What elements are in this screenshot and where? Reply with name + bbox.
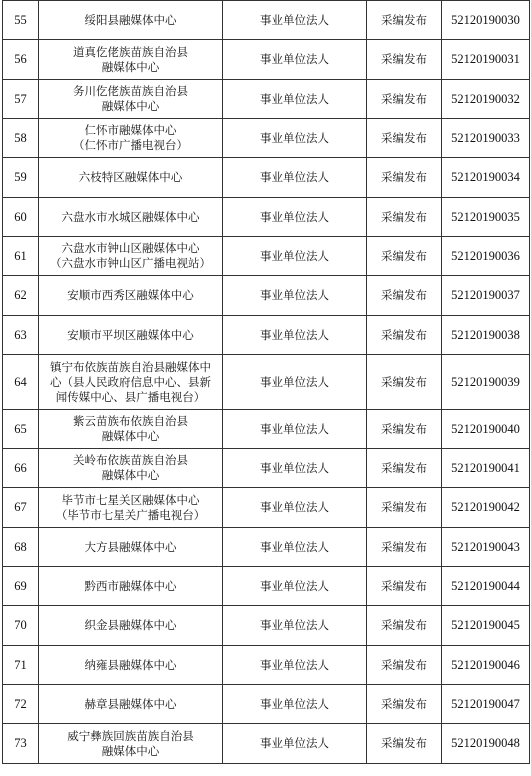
- unit-type: 事业单位法人: [223, 606, 367, 646]
- unit-name-line: 务川仡佬族苗族自治县: [73, 84, 188, 98]
- unit-name-line: 融媒体中心: [101, 429, 160, 443]
- service-type: 采编发布: [367, 1, 442, 40]
- unit-name: [39, 724, 223, 764]
- unit-name-line: 镇宁布依族苗族自治县融媒体中: [50, 359, 211, 374]
- row-number: 70: [3, 606, 39, 646]
- license-code: 52120190035: [442, 198, 530, 237]
- registry-table-body: [3, 1, 530, 764]
- license-code: 52120190032: [442, 80, 530, 119]
- row-number: 60: [3, 198, 39, 237]
- table-row: [3, 410, 530, 449]
- service-type: 采编发布: [367, 158, 442, 198]
- row-number: 66: [3, 449, 39, 488]
- row-number: 55: [3, 1, 39, 40]
- service-type: 采编发布: [367, 449, 442, 488]
- row-number: 58: [3, 119, 39, 158]
- registry-table: [2, 0, 530, 764]
- service-type: 采编发布: [367, 567, 442, 606]
- unit-name: [39, 355, 223, 410]
- unit-name: [39, 198, 223, 237]
- unit-type: 事业单位法人: [223, 40, 367, 80]
- unit-name-line: 融媒体中心: [101, 99, 160, 113]
- unit-name: [39, 646, 223, 685]
- unit-name: [39, 158, 223, 198]
- table-row: [3, 724, 530, 764]
- unit-name-line: （仁怀市广播电视台）: [73, 138, 188, 152]
- table-row: [3, 685, 530, 724]
- service-type: 采编发布: [367, 646, 442, 685]
- unit-name-line: 大方县融媒体中心: [84, 539, 177, 554]
- service-type: 采编发布: [367, 488, 442, 528]
- service-type: 采编发布: [367, 40, 442, 80]
- service-type: 采编发布: [367, 355, 442, 410]
- row-number: 73: [3, 724, 39, 764]
- license-code: 52120190046: [442, 646, 530, 685]
- row-number: 64: [3, 355, 39, 410]
- unit-name-line: 安顺市西秀区融媒体中心: [67, 288, 194, 302]
- table-row: [3, 119, 530, 158]
- license-code: 52120190037: [442, 276, 530, 316]
- license-code: 52120190033: [442, 119, 530, 158]
- unit-name: [39, 567, 223, 606]
- unit-name-line: 毕节市七星关区融媒体中心: [61, 492, 200, 507]
- unit-type: 事业单位法人: [223, 237, 367, 276]
- unit-name-line: 关岭布依族苗族自治县: [73, 453, 188, 467]
- unit-type: 事业单位法人: [223, 355, 367, 410]
- license-code: 52120190034: [442, 158, 530, 198]
- unit-type: 事业单位法人: [223, 488, 367, 528]
- unit-name: [39, 316, 223, 355]
- service-type: 采编发布: [367, 724, 442, 764]
- unit-name: [39, 1, 223, 40]
- unit-name: [39, 119, 223, 158]
- table-row: [3, 158, 530, 198]
- table-row: [3, 316, 530, 355]
- unit-name-line: （毕节市七星关广播电视台）: [55, 507, 206, 522]
- license-code: 52120190048: [442, 724, 530, 764]
- unit-type: 事业单位法人: [223, 410, 367, 449]
- unit-name-line: （六盘水市钟山区广播电视站）: [50, 256, 211, 270]
- unit-name: [39, 449, 223, 488]
- license-code: 52120190040: [442, 410, 530, 449]
- license-code: 52120190031: [442, 40, 530, 80]
- table-row: [3, 606, 530, 646]
- license-code: 52120190041: [442, 449, 530, 488]
- service-type: 采编发布: [367, 685, 442, 724]
- table-row: [3, 646, 530, 685]
- license-code: 52120190045: [442, 606, 530, 646]
- unit-name-line: 六盘水市钟山区融媒体中心: [61, 241, 200, 255]
- row-number: 61: [3, 237, 39, 276]
- unit-name: [39, 488, 223, 528]
- license-code: 52120190039: [442, 355, 530, 410]
- table-row: [3, 80, 530, 119]
- table-row: [3, 488, 530, 528]
- unit-name-line: 六盘水市水城区融媒体中心: [61, 209, 200, 224]
- unit-type: 事业单位法人: [223, 198, 367, 237]
- unit-type: 事业单位法人: [223, 158, 367, 198]
- unit-name-line: 威宁彝族回族苗族自治县: [67, 728, 194, 743]
- row-number: 62: [3, 276, 39, 316]
- service-type: 采编发布: [367, 119, 442, 158]
- license-code: 52120190044: [442, 567, 530, 606]
- unit-type: 事业单位法人: [223, 646, 367, 685]
- unit-type: 事业单位法人: [223, 724, 367, 764]
- license-code: 52120190036: [442, 237, 530, 276]
- row-number: 65: [3, 410, 39, 449]
- service-type: 采编发布: [367, 606, 442, 646]
- unit-name-line: 道真仡佬族苗族自治县: [73, 44, 188, 59]
- service-type: 采编发布: [367, 276, 442, 316]
- unit-type: 事业单位法人: [223, 80, 367, 119]
- unit-type: 事业单位法人: [223, 316, 367, 355]
- row-number: 57: [3, 80, 39, 119]
- unit-name-line: 闻传媒中心、县广播电视台）: [55, 389, 206, 404]
- unit-type: 事业单位法人: [223, 528, 367, 567]
- unit-name-line: 织金县融媒体中心: [84, 618, 177, 632]
- unit-name-line: 融媒体中心: [101, 743, 160, 758]
- service-type: 采编发布: [367, 316, 442, 355]
- table-row: [3, 528, 530, 567]
- table-row: [3, 237, 530, 276]
- unit-name: [39, 276, 223, 316]
- unit-name-line: 安顺市平坝区融媒体中心: [67, 327, 194, 342]
- unit-name: [39, 606, 223, 646]
- table-row: [3, 198, 530, 237]
- unit-type: 事业单位法人: [223, 685, 367, 724]
- service-type: 采编发布: [367, 198, 442, 237]
- unit-name: [39, 237, 223, 276]
- row-number: 68: [3, 528, 39, 567]
- row-number: 69: [3, 567, 39, 606]
- unit-name: [39, 410, 223, 449]
- unit-type: 事业单位法人: [223, 119, 367, 158]
- service-type: 采编发布: [367, 237, 442, 276]
- unit-name-line: 绥阳县融媒体中心: [84, 12, 177, 27]
- unit-type: 事业单位法人: [223, 449, 367, 488]
- license-code: 52120190042: [442, 488, 530, 528]
- unit-name-line: 紫云苗族布依族自治县: [73, 414, 188, 428]
- unit-name-line: 仁怀市融媒体中心: [84, 123, 177, 137]
- unit-type: 事业单位法人: [223, 567, 367, 606]
- row-number: 67: [3, 488, 39, 528]
- license-code: 52120190038: [442, 316, 530, 355]
- unit-name-line: 融媒体中心: [101, 468, 160, 482]
- unit-name-line: 心（县人民政府信息中心、县新: [50, 374, 211, 389]
- table-row: [3, 40, 530, 80]
- row-number: 59: [3, 158, 39, 198]
- table-row: [3, 567, 530, 606]
- unit-name: [39, 80, 223, 119]
- service-type: 采编发布: [367, 410, 442, 449]
- unit-name-line: 赫章县融媒体中心: [84, 696, 177, 711]
- unit-name: [39, 528, 223, 567]
- table-row: [3, 1, 530, 40]
- unit-name: [39, 685, 223, 724]
- unit-name: [39, 40, 223, 80]
- unit-type: 事业单位法人: [223, 276, 367, 316]
- table-row: [3, 355, 530, 410]
- unit-type: 事业单位法人: [223, 1, 367, 40]
- license-code: 52120190030: [442, 1, 530, 40]
- license-code: 52120190047: [442, 685, 530, 724]
- row-number: 72: [3, 685, 39, 724]
- table-row: [3, 449, 530, 488]
- row-number: 71: [3, 646, 39, 685]
- unit-name-line: 纳雍县融媒体中心: [84, 657, 177, 672]
- unit-name-line: 融媒体中心: [101, 59, 160, 74]
- service-type: 采编发布: [367, 80, 442, 119]
- unit-name-line: 六枝特区融媒体中心: [78, 170, 183, 184]
- unit-name-line: 黔西市融媒体中心: [84, 578, 177, 593]
- table-row: [3, 276, 530, 316]
- row-number: 56: [3, 40, 39, 80]
- license-code: 52120190043: [442, 528, 530, 567]
- row-number: 63: [3, 316, 39, 355]
- service-type: 采编发布: [367, 528, 442, 567]
